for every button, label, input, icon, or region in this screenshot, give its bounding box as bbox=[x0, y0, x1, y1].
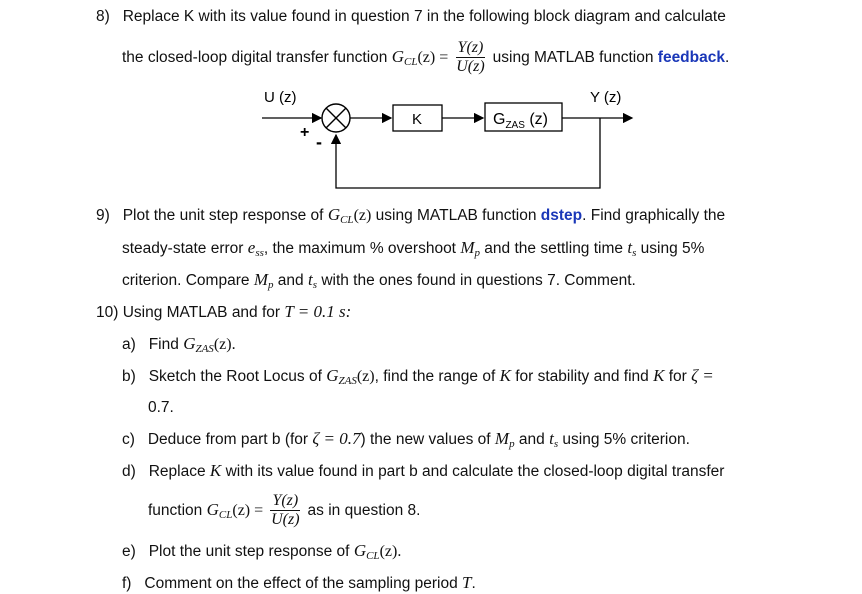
q10e bbox=[122, 541, 401, 566]
q10-text: function bbox=[148, 502, 203, 519]
q9-text: with the ones found in questions 7. Comment. bbox=[321, 272, 636, 289]
q10-text: with its value found in part b and calculate the closed-loop digital transfer bbox=[225, 463, 725, 480]
q10a bbox=[122, 334, 236, 359]
q10-text: 10) Using MATLAB and for bbox=[96, 304, 281, 321]
zeta-symbol: ζ = bbox=[691, 366, 714, 385]
transfer-fraction: $\frac{Y(z)}{U(z)}$ bbox=[456, 39, 485, 76]
k-block-label: K bbox=[412, 111, 423, 128]
zeta-value: ζ = 0.7 bbox=[312, 429, 361, 448]
q10-text: for bbox=[668, 368, 687, 385]
ts-symbol: $t_s$ bbox=[549, 429, 559, 450]
gcl-symbol: $G_{CL}(z)$ bbox=[327, 205, 372, 226]
gzas-symbol: $G_{ZAS}(z)$. bbox=[183, 334, 236, 355]
q10-text: Deduce from part b (for bbox=[147, 431, 309, 448]
output-label: Y (z) bbox=[590, 89, 622, 106]
q9-text: , the maximum % overshoot bbox=[263, 240, 456, 257]
k-symbol: K bbox=[209, 461, 222, 480]
q10-text: Comment on the effect of the sampling period bbox=[144, 575, 458, 592]
input-label: U (z) bbox=[264, 89, 297, 106]
dstep-function: dstep bbox=[540, 207, 583, 224]
sampling-period-value: T = 0.1 s: bbox=[284, 302, 352, 321]
ess-symbol: $e_{ss}$ bbox=[247, 238, 264, 259]
q10-text: Plot the unit step response of bbox=[148, 543, 350, 560]
q9-line3 bbox=[122, 270, 636, 295]
plus-sign: + bbox=[300, 124, 310, 141]
q9-text: criterion. Compare bbox=[122, 272, 250, 289]
q9-number: 9) bbox=[96, 207, 110, 224]
item-label: f) bbox=[122, 575, 132, 592]
q10b-line2 bbox=[148, 398, 174, 418]
k-symbol: K bbox=[653, 366, 665, 385]
q9-line2 bbox=[122, 238, 704, 263]
item-label: e) bbox=[122, 543, 136, 560]
q10d-line2 bbox=[148, 493, 420, 532]
q9-text: and the settling time bbox=[484, 240, 624, 257]
summing-junction bbox=[322, 104, 350, 132]
gzas-block-label: $G_{ZAS}$ (z) bbox=[493, 111, 549, 131]
q10-text: for stability and find bbox=[515, 368, 649, 385]
gzas-symbol: $G_{ZAS}(z)$ bbox=[326, 366, 375, 387]
q9-text: and bbox=[277, 272, 304, 289]
gcl-symbol: $G_{CL}$ bbox=[391, 47, 418, 68]
item-label: c) bbox=[122, 431, 135, 448]
q8-number: 8) bbox=[96, 8, 110, 25]
q9-line1 bbox=[96, 205, 725, 230]
item-label: b) bbox=[122, 368, 136, 385]
q10-heading bbox=[96, 302, 351, 323]
q10-text: and bbox=[518, 431, 545, 448]
q9-text: . Find graphically the bbox=[582, 207, 726, 224]
mp-symbol: $M_p$ bbox=[494, 429, 515, 450]
feedback-function: feedback bbox=[657, 49, 725, 66]
transfer-fraction: $\frac{Y(z)}{U(z)}$ bbox=[271, 492, 300, 529]
mp-symbol: $M_p$ bbox=[253, 270, 274, 291]
gcl-arg: (z) = bbox=[417, 49, 449, 66]
item-label: a) bbox=[122, 336, 136, 353]
q8-text1: Replace K with its value found in question 7 in the following block diagram and calculate bbox=[122, 8, 726, 25]
minus-sign: - bbox=[316, 132, 322, 152]
t-symbol: T bbox=[462, 573, 472, 592]
ts-symbol: $t_s$ bbox=[627, 238, 637, 259]
q9-text: Plot the unit step response of bbox=[122, 207, 324, 224]
gcl-symbol: $G_{CL}(z)$. bbox=[353, 541, 402, 562]
ts-symbol: $t_s$ bbox=[307, 270, 317, 291]
q8-text2: the closed-loop digital transfer function bbox=[122, 49, 388, 66]
mp-symbol: $M_p$ bbox=[460, 238, 480, 259]
q10-text: Replace bbox=[148, 463, 206, 480]
q9-text: steady-state error bbox=[122, 240, 244, 257]
q10d-line1 bbox=[122, 461, 724, 482]
q10-text: Sketch the Root Locus of bbox=[148, 368, 322, 385]
q10-text: ) the new values of bbox=[360, 431, 491, 448]
q10-text: , find the range of bbox=[374, 368, 496, 385]
q10-text: Find bbox=[148, 336, 179, 353]
q8-line2: the closed-loop digital transfer function $G_{CL}(z)$ = $\frac{Y(z)}{U(z)}$ using MATLAB function feedback. bbox=[122, 39, 730, 76]
gcl-symbol: $G_{CL}(z)$ = bbox=[206, 500, 264, 521]
q10c bbox=[122, 429, 690, 454]
q10b-line1 bbox=[122, 366, 714, 391]
item-label: d) bbox=[122, 463, 136, 480]
q10-text: using 5% criterion. bbox=[562, 431, 690, 448]
q9-text: using MATLAB function bbox=[375, 207, 537, 224]
q9-text: using 5% bbox=[640, 240, 705, 257]
q10-text: as in question 8. bbox=[307, 502, 421, 519]
q8-text3: using MATLAB function bbox=[492, 49, 654, 66]
q8-line1 bbox=[96, 7, 726, 27]
q10-text: 0.7. bbox=[148, 399, 174, 416]
q10f: f) Comment on the effect of the sampling period T. bbox=[122, 573, 476, 592]
k-symbol: K bbox=[499, 366, 511, 385]
